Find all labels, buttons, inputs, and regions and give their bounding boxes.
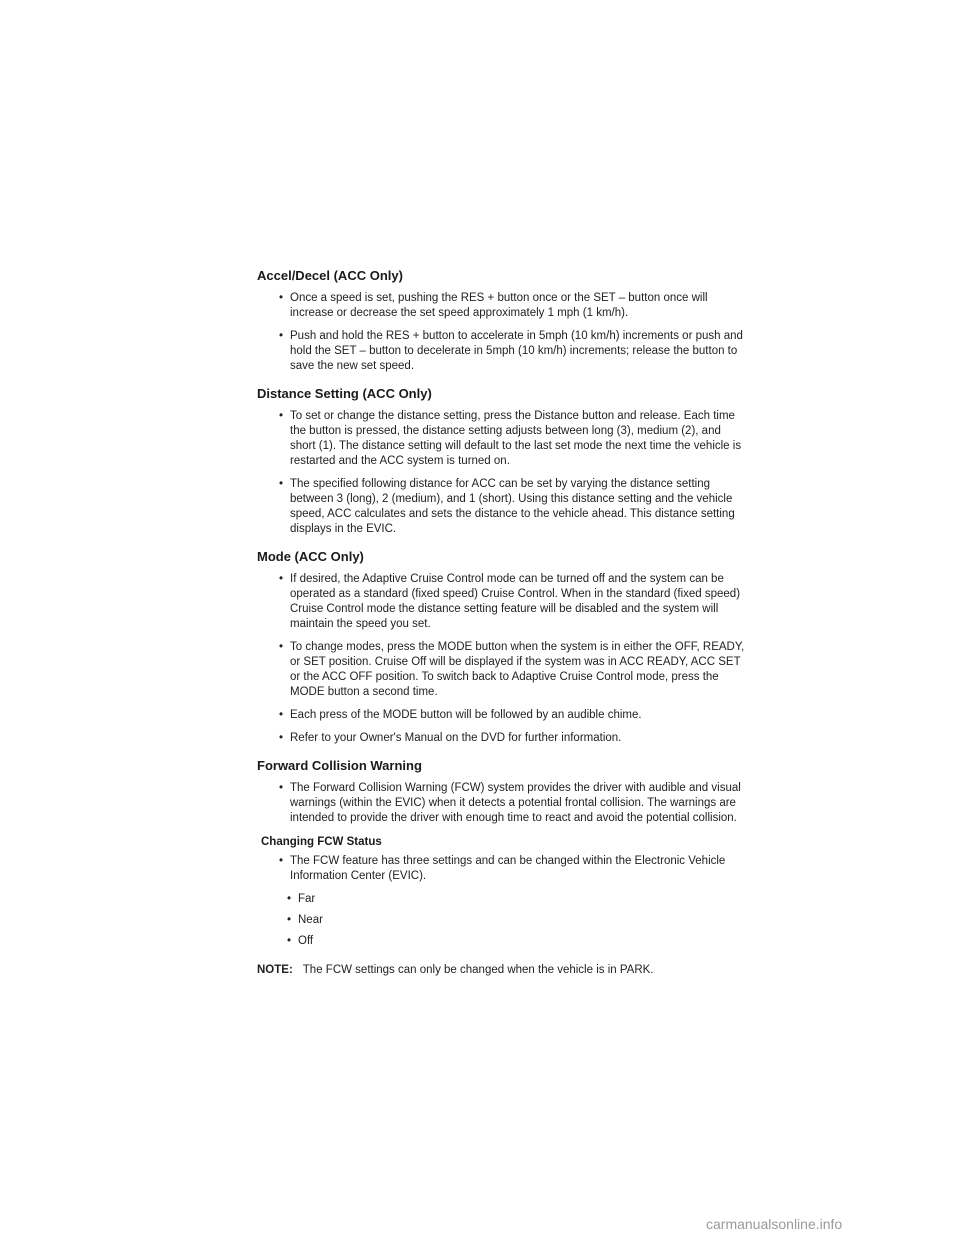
subsection-heading: Changing FCW Status	[261, 836, 382, 848]
list-item: • The Forward Collision Warning (FCW) system provides the driver with audible and visual warnings (within the EVIC) when it detects a potential frontal collision. The warnings are intended to provide the driver with enough time to react and avoid the potential collision.	[267, 781, 747, 826]
section-heading: Mode (ACC Only)	[257, 549, 364, 564]
list-item: • The specified following distance for ACC can be set by varying the distance setting between 3 (long), 2 (medium), and 1 (short). Using this distance setting and the vehicle speed, ACC calculates and sets the distance to the vehicle ahead. This distance setting displays in the EVIC.	[267, 477, 747, 537]
note-text: The FCW settings can only be changed when the vehicle is in PARK.	[302, 964, 654, 976]
section-forward-collision-warning	[257, 758, 747, 949]
list-item: • To set or change the distance setting, press the Distance button and release. Each time the button is pressed, the distance setting adjusts between long (3), medium (2), and short (1). The distance setting will default to the last set mode the next time the vehicle is restarted and the ACC system is turned on.	[267, 409, 747, 469]
section-heading: Forward Collision Warning	[257, 758, 422, 773]
note-label: NOTE:	[257, 964, 293, 976]
watermark: carmanualsonline.info	[706, 1216, 843, 1232]
section-accel-decel	[257, 268, 747, 374]
section-mode	[257, 549, 747, 746]
list-item: • Once a speed is set, pushing the RES + button once or the SET – button once will increase or decrease the set speed approximately 1 mph (1 km/h).	[267, 291, 747, 321]
section-heading: Accel/Decel (ACC Only)	[257, 268, 403, 283]
list-item: • Push and hold the RES + button to accelerate in 5mph (10 km/h) increments or push and hold the SET – button to decelerate in 5mph (10 km/h) increments; release the button to save the new set speed.	[267, 329, 747, 374]
fcw-options-list	[257, 892, 747, 949]
note-paragraph	[257, 963, 747, 978]
list-item: • If desired, the Adaptive Cruise Control mode can be turned off and the system can be operated as a standard (fixed speed) Cruise Control. When in the standard (fixed speed) Cruise Control mode the distance setting feature will be disabled and the system will maintain the speed you set.	[267, 572, 747, 632]
section-distance-setting	[257, 386, 747, 537]
list-item: • The FCW feature has three settings and can be changed within the Electronic Vehicle Information Center (EVIC).	[267, 854, 747, 884]
section-heading: Distance Setting (ACC Only)	[257, 386, 432, 401]
list-item: • To change modes, press the MODE button when the system is in either the OFF, READY, or SET position. Cruise Off will be displayed if the system was in ACC READY, ACC SET or the ACC OFF position. To switch back to Adaptive Cruise Control mode, press the MODE button a second time.	[267, 640, 747, 700]
fcw-option-far: • Far	[275, 892, 747, 907]
list-item: • Refer to your Owner's Manual on the DVD for further information.	[267, 731, 747, 746]
fcw-option-near: • Near	[275, 913, 747, 928]
list-item: • Each press of the MODE button will be followed by an audible chime.	[267, 708, 747, 723]
fcw-option-off: • Off	[275, 934, 747, 949]
document-body	[257, 268, 747, 990]
